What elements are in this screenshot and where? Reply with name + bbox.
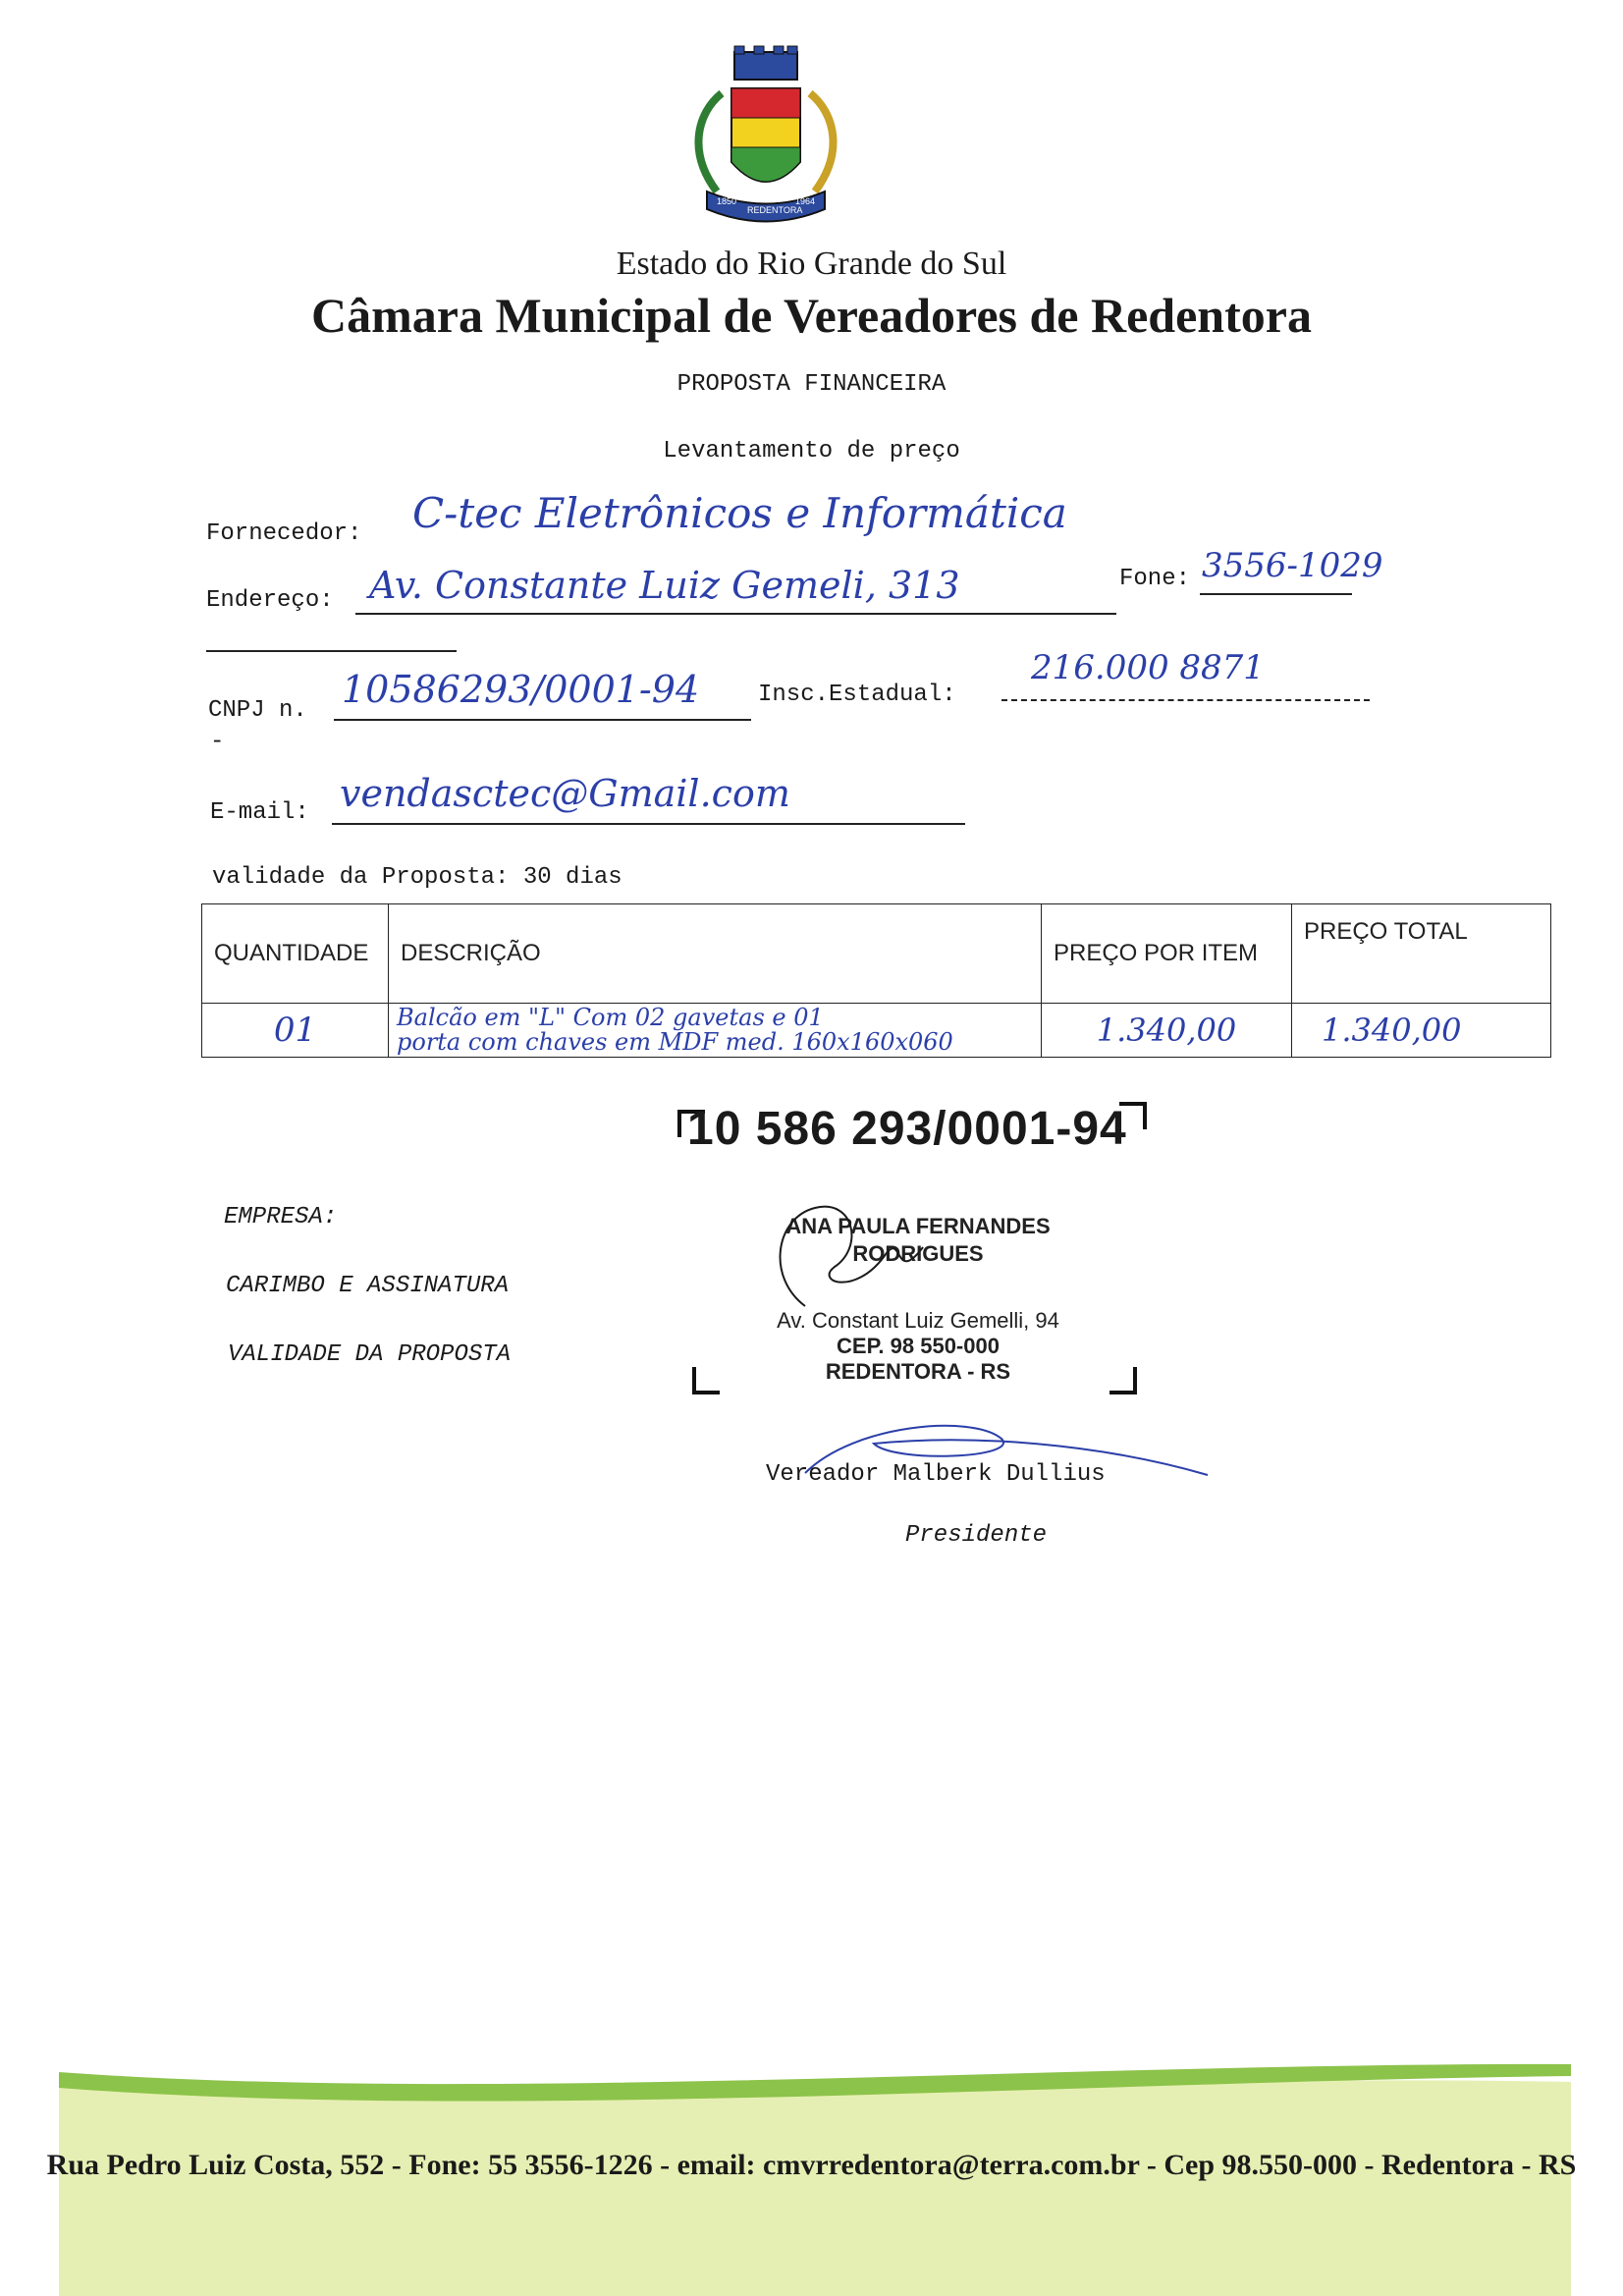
row-description	[389, 1004, 1042, 1058]
table-header-row	[202, 904, 1551, 1004]
document-subtitle: Levantamento de preço	[663, 438, 960, 465]
chamber-title: Câmara Municipal de Vereadores de Redentora	[311, 288, 1312, 343]
footer-address: Rua Pedro Luiz Costa, 552 - Fone: 55 3556-1226 - email: cmvrredentora@terra.com.br - Cep 98.550-000 - Redentora - RS	[46, 2149, 1577, 2181]
stamp-name-line1: ANA PAULA FERNANDES	[785, 1214, 1051, 1238]
supplier-label: Fornecedor:	[206, 520, 362, 547]
state-reg-label: Insc.Estadual:	[758, 682, 956, 708]
header-quantity: QUANTIDADE	[202, 904, 389, 1004]
proposal-table	[201, 903, 1551, 1058]
phone-field	[1200, 546, 1383, 595]
state-title: Estado do Rio Grande do Sul	[616, 246, 1007, 282]
cnpj-value: 10586293/0001-94	[342, 668, 700, 711]
address-continuation-line	[206, 625, 457, 652]
row-quantity: 01	[202, 1004, 389, 1058]
municipal-crest	[677, 44, 854, 241]
crest-year-right: 1964	[795, 196, 816, 206]
phone-label: Fone:	[1119, 566, 1191, 592]
stamp-corner-bottom-left	[692, 1367, 720, 1394]
stamp-name-line2: RODRIGUES	[852, 1241, 984, 1266]
validity-label: VALIDADE DA PROPOSTA	[228, 1341, 512, 1368]
stamp-cnpj: 10 586 293/0001-94	[687, 1103, 1127, 1155]
stamp-sign-label: CARIMBO E ASSINATURA	[226, 1273, 510, 1299]
signer-name: Vereador Malberk Dullius	[766, 1461, 1106, 1488]
address-value: Av. Constante Luiz Gemeli, 313	[369, 564, 960, 607]
document-title: PROPOSTA FINANCEIRA	[676, 371, 947, 398]
header-description: DESCRIÇÃO	[389, 904, 1042, 1004]
crest-banner-text: REDENTORA	[747, 205, 803, 215]
supplier-signature	[746, 1188, 943, 1316]
stamp-cep: CEP. 98 550-000	[837, 1334, 1000, 1358]
row-unit-price: 1.340,00	[1042, 1004, 1292, 1058]
stamp-corner-bottom-right	[1109, 1367, 1137, 1394]
stamp-city: REDENTORA - RS	[825, 1359, 1011, 1384]
table-row	[202, 1004, 1551, 1058]
crest-year-left: 1850	[717, 196, 737, 206]
address-label: Endereço:	[206, 587, 334, 614]
stamp-address: Av. Constant Luiz Gemelli, 94	[777, 1308, 1059, 1333]
row-description-line2: porta com chaves em MDF med. 160x160x060	[397, 1028, 953, 1056]
supplier-value: C-tec Eletrônicos e Informática	[412, 489, 1067, 537]
stray-dash: -	[210, 729, 225, 755]
validity-text: validade da Proposta: 30 dias	[212, 864, 622, 891]
cnpj-label: CNPJ n.	[208, 697, 307, 724]
address-field	[355, 564, 1116, 615]
cnpj-field	[334, 668, 751, 721]
email-field	[332, 772, 965, 825]
state-reg-value: 216.000 8871	[1031, 648, 1265, 687]
row-total-price: 1.340,00	[1292, 1004, 1551, 1058]
header-unit-price: PREÇO POR ITEM	[1042, 904, 1292, 1004]
signer-role: Presidente	[905, 1522, 1048, 1549]
row-description-line1: Balcão em "L" Com 02 gavetas e 01	[397, 1004, 824, 1031]
header-total-price: PREÇO TOTAL	[1292, 904, 1551, 1004]
email-label: E-mail:	[210, 799, 309, 826]
email-value: vendasctec@Gmail.com	[340, 772, 790, 815]
phone-value: 3556-1029	[1202, 546, 1383, 585]
state-reg-field	[1001, 648, 1370, 701]
company-label: EMPRESA:	[224, 1204, 338, 1230]
